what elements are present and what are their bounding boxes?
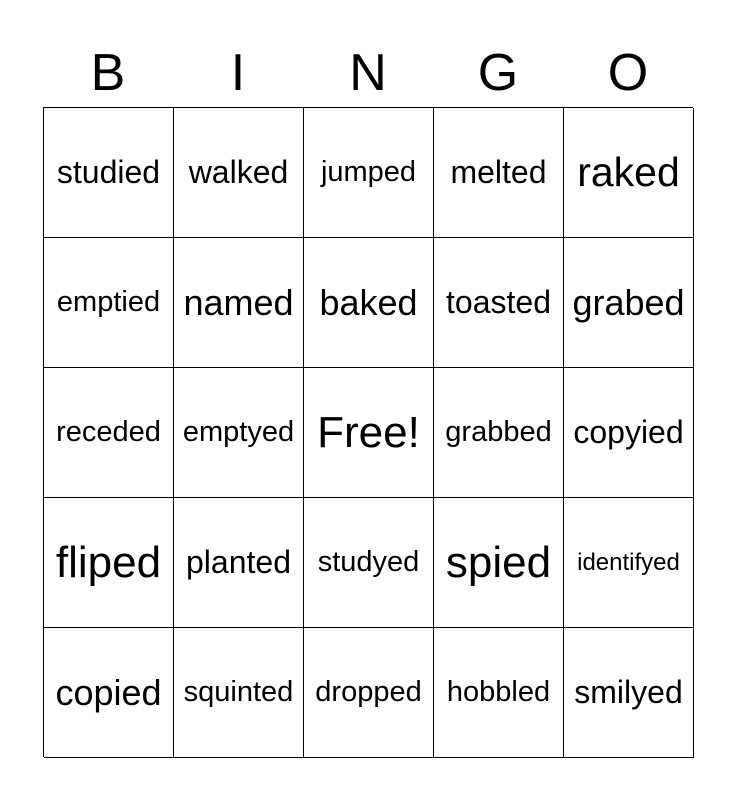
bingo-cell-r3-c2[interactable]: emptyed [174, 368, 304, 498]
bingo-cell-r4-c3[interactable]: studyed [304, 498, 434, 628]
bingo-header [43, 40, 693, 106]
bingo-cell-r4-c5[interactable]: identifyed [564, 498, 694, 628]
bingo-cell-r1-c3[interactable]: jumped [304, 108, 434, 238]
bingo-cell-r2-c2[interactable]: named [174, 238, 304, 368]
header-letter-g: G [477, 44, 519, 102]
bingo-cell-r3-c4[interactable]: grabbed [434, 368, 564, 498]
header-letter-b: B [90, 44, 126, 102]
bingo-cell-r1-c2[interactable]: walked [174, 108, 304, 238]
bingo-cell-r1-c1[interactable]: studied [44, 108, 174, 238]
bingo-cell-r4-c4[interactable]: spied [434, 498, 564, 628]
free-space-cell[interactable]: Free! [304, 368, 434, 498]
bingo-cell-r2-c1[interactable]: emptied [44, 238, 174, 368]
bingo-board [43, 107, 693, 757]
bingo-cell-r4-c2[interactable]: planted [174, 498, 304, 628]
bingo-cell-r2-c3[interactable]: baked [304, 238, 434, 368]
bingo-cell-r5-c1[interactable]: copied [44, 628, 174, 758]
bingo-cell-r5-c2[interactable]: squinted [174, 628, 304, 758]
bingo-cell-r3-c5[interactable]: copyied [564, 368, 694, 498]
bingo-cell-r5-c4[interactable]: hobbled [434, 628, 564, 758]
bingo-cell-r1-c4[interactable]: melted [434, 108, 564, 238]
header-letter-i: I [230, 44, 246, 102]
header-letter-o: O [607, 44, 649, 102]
bingo-cell-r1-c5[interactable]: raked [564, 108, 694, 238]
bingo-cell-r5-c3[interactable]: dropped [304, 628, 434, 758]
bingo-cell-r3-c1[interactable]: receded [44, 368, 174, 498]
bingo-cell-r2-c4[interactable]: toasted [434, 238, 564, 368]
bingo-cell-r2-c5[interactable]: grabed [564, 238, 694, 368]
bingo-cell-r4-c1[interactable]: fliped [44, 498, 174, 628]
header-letter-n: N [349, 44, 387, 102]
bingo-cell-r5-c5[interactable]: smilyed [564, 628, 694, 758]
